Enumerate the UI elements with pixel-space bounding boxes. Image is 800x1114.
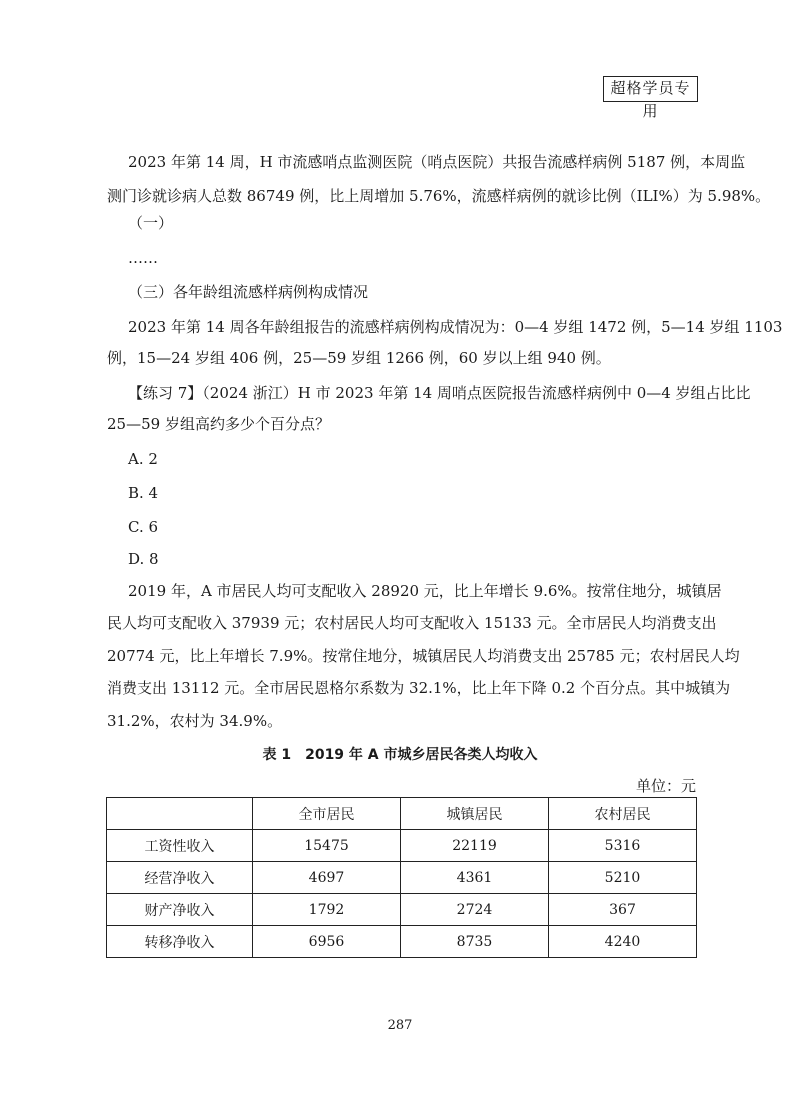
table-row [107,830,697,862]
intro-paragraph-line-2: 测门诊就诊病人总数 86749 例，比上周增加 5.76%，流感样病例的就诊比例（ILI%）为 5.98%。 [107,187,771,205]
table-cell: 2724 [401,894,549,926]
row-label: 转移净收入 [107,926,253,958]
header-rural-residents: 农村居民 [549,798,697,830]
table-caption: 表 1 2019 年 A 市城乡居民各类人均收入 [262,747,538,763]
table-unit: 单位：元 [635,777,696,795]
table-row [107,894,697,926]
section-heading-1: （一） [128,214,174,232]
page-number: 287 [387,1018,413,1033]
table-cell: 22119 [401,830,549,862]
table-cell: 6956 [253,926,401,958]
table-cell: 5316 [549,830,697,862]
option-b: B. 4 [128,484,159,502]
option-a: A. 2 [128,450,158,468]
row-label: 经营净收入 [107,862,253,894]
table-header-row [107,798,697,830]
row-label: 财产净收入 [107,894,253,926]
intro-paragraph-line-1: 2023 年第 14 周，H 市流感哨点监测医院（哨点医院）共报告流感样病例 5187 例，本周监 [128,153,746,171]
question-line-1: 【练习 7】（2024 浙江）H 市 2023 年第 14 周哨点医院报告流感样病例中 0—4 岁组占比比 [128,384,751,402]
age-group-paragraph-line-1: 2023 年第 14 周各年龄组报告的流感样病例构成情况为：0—4 岁组 1472 例，5—14 岁组 1103 [128,318,783,336]
student-only-badge: 超格学员专用 [603,76,698,102]
income-paragraph-line-5: 31.2%，农村为 34.9%。 [107,712,283,730]
table-cell: 4697 [253,862,401,894]
header-all-residents: 全市居民 [253,798,401,830]
option-d: D. 8 [128,550,159,568]
table-cell: 367 [549,894,697,926]
table-row [107,862,697,894]
income-paragraph-line-3: 20774 元，比上年增长 7.9%。按常住地分，城镇居民人均消费支出 25785 元；农村居民人均 [107,647,740,665]
table-cell: 8735 [401,926,549,958]
income-paragraph-line-4: 消费支出 13112 元。全市居民恩格尔系数为 32.1%，比上年下降 0.2 个百分点。其中城镇为 [107,679,731,697]
age-group-paragraph-line-2: 例，15—24 岁组 406 例，25—59 岁组 1266 例，60 岁以上组 940 例。 [107,349,611,367]
table-cell: 4361 [401,862,549,894]
income-paragraph-line-2: 民人均可支配收入 37939 元；农村居民人均可支配收入 15133 元。全市居民人均消费支出 [107,614,717,632]
table-cell: 1792 [253,894,401,926]
table-cell: 4240 [549,926,697,958]
header-urban-residents: 城镇居民 [401,798,549,830]
header-empty-cell [107,798,253,830]
income-paragraph-line-1: 2019 年，A 市居民人均可支配收入 28920 元，比上年增长 9.6%。按常住地分，城镇居 [128,582,722,600]
table-cell: 15475 [253,830,401,862]
option-c: C. 6 [128,518,159,536]
section-heading-3: （三）各年龄组流感样病例构成情况 [128,283,369,301]
income-table [106,797,697,958]
table-row [107,926,697,958]
ellipsis-line: …… [128,249,158,267]
question-line-2: 25—59 岁组高约多少个百分点？ [107,415,330,433]
row-label: 工资性收入 [107,830,253,862]
table-cell: 5210 [549,862,697,894]
